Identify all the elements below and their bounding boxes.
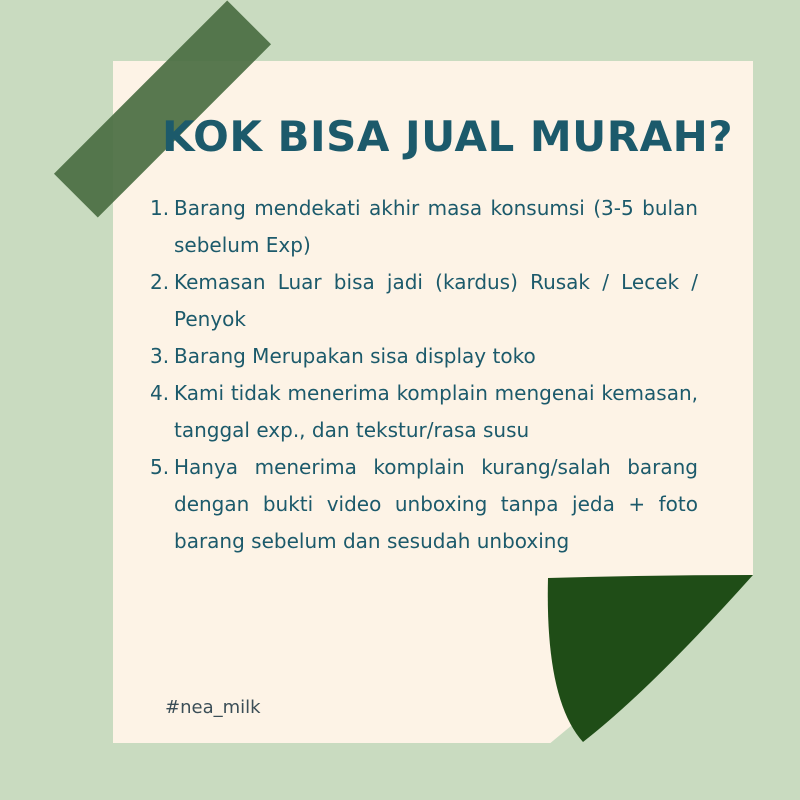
page-title: KOK BISA JUAL MURAH? — [162, 112, 734, 161]
item-number: 5. — [150, 455, 170, 479]
list-item — [150, 449, 698, 560]
item-number: 1. — [150, 196, 170, 220]
item-number: 4. — [150, 381, 170, 405]
item-text: Barang mendekati akhir masa konsumsi (3-5 bulan sebelum Exp) — [174, 196, 698, 257]
item-text: Hanya menerima komplain kurang/salah barang dengan bukti video unboxing tanpa jeda + foto barang sebelum dan sesudah unboxing — [174, 455, 698, 553]
list-item — [150, 338, 698, 375]
item-text: Kemasan Luar bisa jadi (kardus) Rusak / Lecek / Penyok — [174, 270, 698, 331]
list-item — [150, 375, 698, 449]
item-number: 2. — [150, 270, 170, 294]
item-text: Barang Merupakan sisa display toko — [174, 344, 536, 368]
item-text: Kami tidak menerima komplain mengenai kemasan, tanggal exp., dan tekstur/rasa susu — [174, 381, 698, 442]
reasons-list — [150, 190, 698, 560]
list-item — [150, 190, 698, 264]
item-number: 3. — [150, 344, 170, 368]
list-item — [150, 264, 698, 338]
hashtag: #nea_milk — [165, 697, 261, 718]
